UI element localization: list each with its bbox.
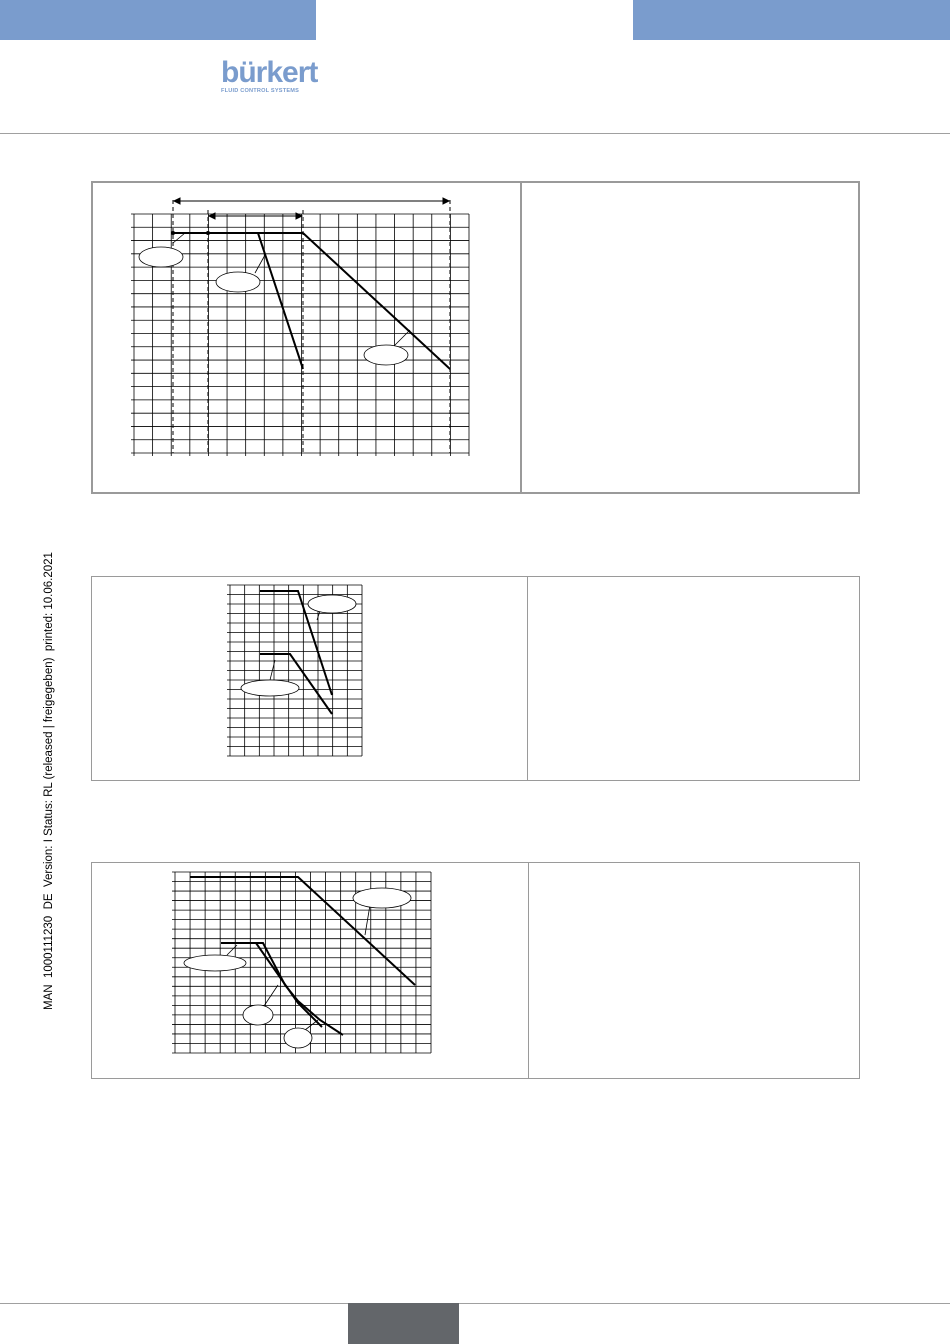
brand-tagline: FLUID CONTROL SYSTEMS <box>221 88 300 94</box>
page-number-tab <box>348 1303 459 1344</box>
diagram-3-label-2 <box>184 955 246 971</box>
brand-name: bürkert <box>221 56 318 89</box>
diagram-3-label-1 <box>353 888 411 908</box>
diagram-3-label-4 <box>284 1028 312 1048</box>
diagram-3-label-3 <box>243 1005 273 1025</box>
document-id-sidebar: MAN 1000111230 DE Version: I Status: RL (released | freigegeben) printed: 10.06.2021 <box>43 552 55 1010</box>
footer-rule <box>0 1303 950 1304</box>
diagram-3-labels <box>184 888 411 1048</box>
